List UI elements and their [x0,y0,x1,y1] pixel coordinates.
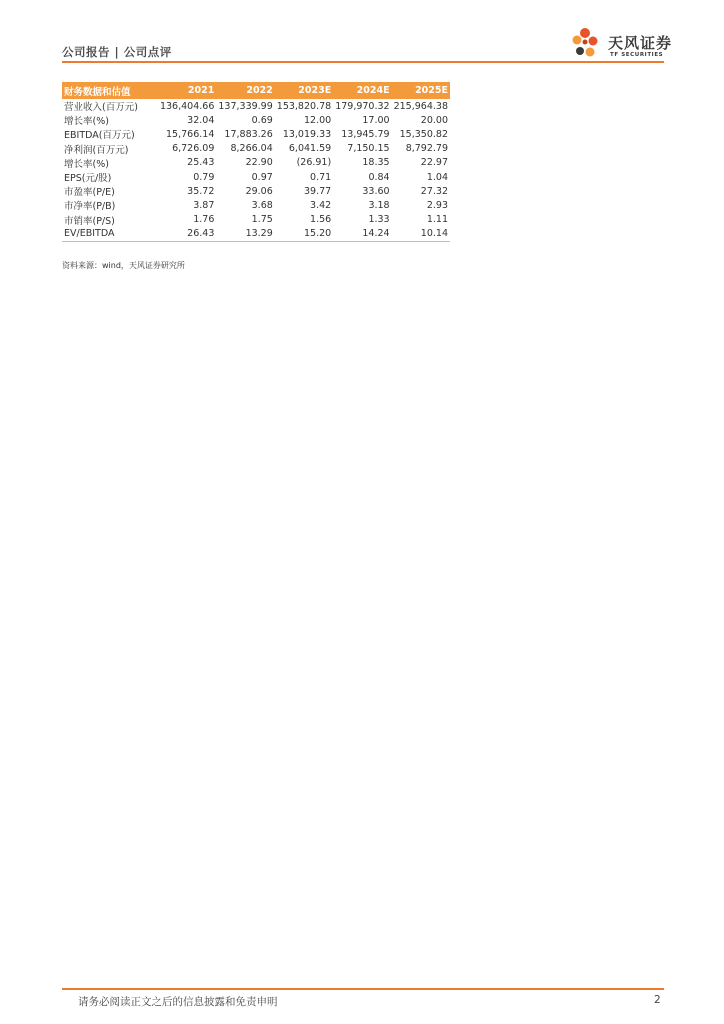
table-cell: 22.97 [420,157,448,169]
table-row [62,198,450,212]
table-row [62,113,450,127]
company-logo [568,24,678,64]
report-type: 公司报告 | 公司点评 [62,45,172,59]
table-cell: 6,041.59 [288,143,332,155]
table-cell: 136,404.66 [159,100,215,112]
table-cell: 3.18 [368,199,390,211]
table-row [62,184,450,198]
footer-divider [62,988,664,990]
table-header-row [62,82,450,99]
row-label: 净利润(百万元) [64,144,129,156]
logo-name: 天风证券 [608,34,673,52]
table-cell: 1.75 [251,214,273,226]
table-cell: 153,820.78 [276,100,332,112]
table-row [62,142,450,156]
row-label: EV/EBITDA [62,227,158,242]
table-cell: 29.06 [245,185,273,197]
table-cell: 8,792.79 [405,143,448,155]
column-header: 2024E [333,82,391,99]
column-header: 财务数据和估值 [62,82,158,99]
row-label: EPS(元/股) [64,173,112,185]
table-row [62,156,450,170]
table-cell: 18.35 [362,157,390,169]
table-cell: 3.42 [310,199,332,211]
disclaimer-text: 请务必阅读正文之后的信息披露和免责申明 [78,996,278,1008]
table-cell: 32.04 [187,114,215,126]
row-label: 市销率(P/S) [64,215,115,227]
table-cell: 13.29 [216,227,274,242]
column-header: 2025E [392,82,450,99]
source-note: 资料来源：wind，天风证券研究所 [62,261,185,270]
table-cell: 179,970.32 [335,100,390,112]
table-cell: 3.87 [193,199,215,211]
logo-subtitle: TF SECURITIES [610,52,664,58]
table-cell: 6,726.09 [172,143,215,155]
table-row [62,127,450,141]
table-cell: 17,883.26 [224,128,273,140]
table-cell: 1.76 [193,214,215,226]
column-header: 2022 [216,82,274,99]
table-cell: 0.71 [310,171,332,183]
table-cell: 12.00 [303,114,332,126]
logo-petals-icon [568,24,606,62]
table-cell: 0.69 [251,114,273,126]
financial-table [62,82,450,242]
table-cell: 17.00 [362,114,390,126]
table-cell: 35.72 [187,185,215,197]
table-cell: 1.04 [426,171,448,183]
table-cell: 15,350.82 [399,128,448,140]
table-row [62,227,450,242]
table-cell: 8,266.04 [230,143,273,155]
table-cell: 3.68 [251,199,273,211]
table-cell: 25.43 [187,157,215,169]
table-cell: 0.97 [251,171,273,183]
column-header: 2021 [158,82,216,99]
table-cell: 1.56 [310,214,332,226]
row-label: EBITDA(百万元) [64,130,135,142]
table-cell: 10.14 [392,227,450,242]
table-cell: 0.79 [193,171,215,183]
table-cell: 20.00 [420,114,448,126]
table-cell: 7,150.15 [347,143,390,155]
table-cell: 215,964.38 [393,100,448,112]
table-cell: 137,339.99 [218,100,273,112]
table-cell: 22.90 [245,157,273,169]
table-cell: 26.43 [158,227,216,242]
table-cell: 39.77 [303,185,332,197]
row-label: 市盈率(P/E) [64,187,115,199]
table-row [62,213,450,227]
row-label: 增长率(%) [64,116,109,128]
column-header: 2023E [275,82,333,99]
table-cell: 14.24 [333,227,391,242]
table-row [62,170,450,184]
table-cell: 33.60 [362,185,390,197]
table-cell: 0.84 [368,171,390,183]
page-number: 2 [654,994,661,1006]
row-label: 增长率(%) [64,158,109,170]
table-cell: 27.32 [420,185,448,197]
row-label: 营业收入(百万元) [64,102,138,114]
table-cell: (26.91) [296,157,332,169]
row-label: 市净率(P/B) [64,201,116,213]
table-cell: 13,019.33 [282,128,332,140]
table-cell: 13,945.79 [341,128,390,140]
table-cell: 15.20 [275,227,333,242]
table-cell: 2.93 [426,199,448,211]
table-cell: 1.11 [426,214,448,226]
table-cell: 1.33 [368,214,390,226]
table-row [62,99,450,113]
table-cell: 15,766.14 [166,128,215,140]
